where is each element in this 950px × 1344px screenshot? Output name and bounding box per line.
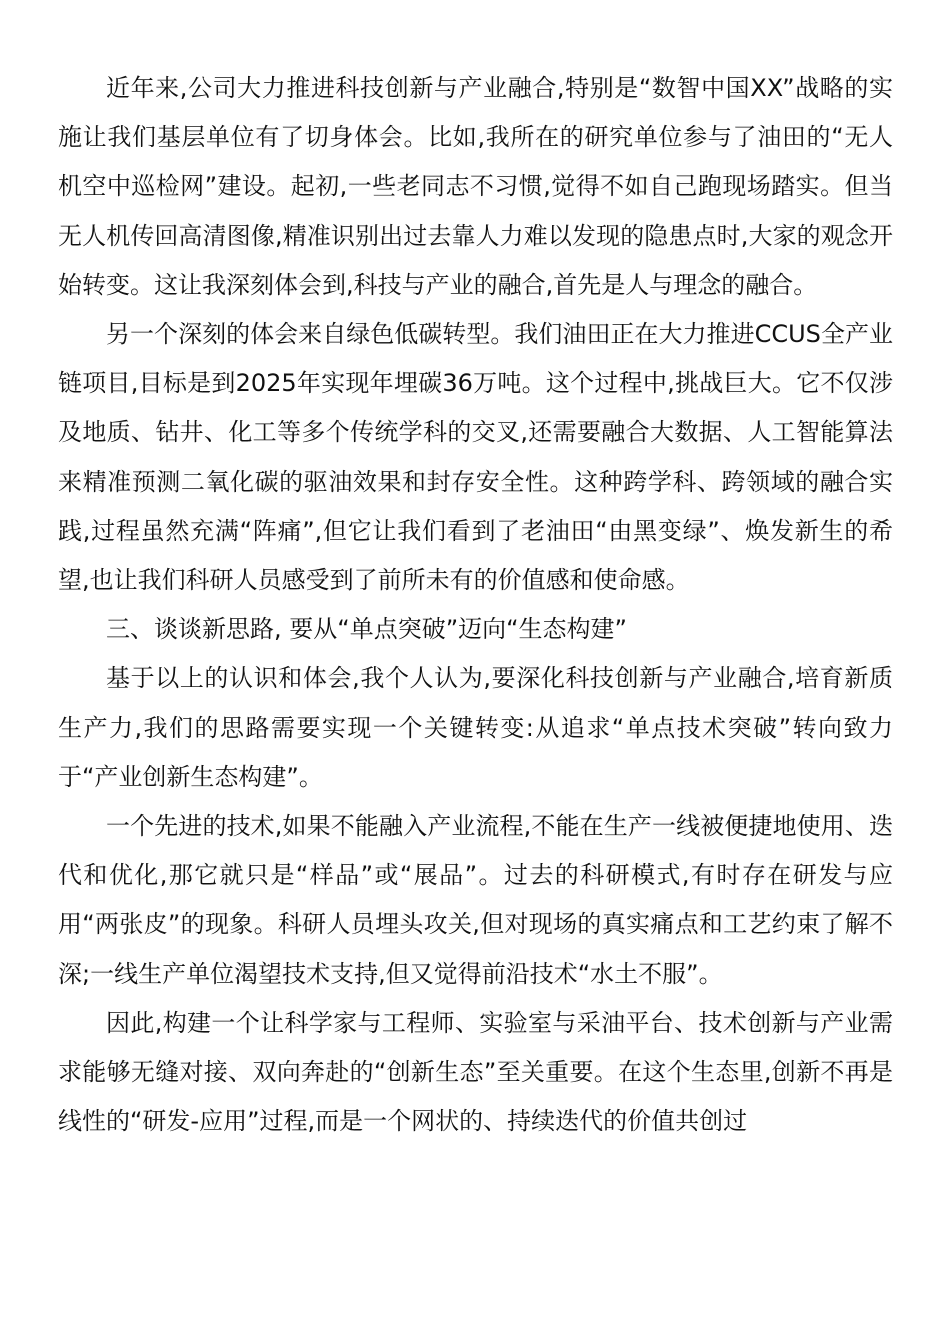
paragraph-advanced-technology: 一个先进的技术,如果不能融入产业流程,不能在生产一线被便捷地使用、迭代和优化,那它就只是“样品”或“展品”。过去的科研模式,有时存在研发与应用“两张皮”的现象。科研人员埋头攻关,但对现场的真实痛点和工艺约束了解不深;一线生产单位渴望技术支持,但又觉得前沿技术“水土不服”。: [58, 812, 893, 988]
document-body: [58, 64, 893, 1146]
paragraph-green-low-carbon: 另一个深刻的体会来自绿色低碳转型。我们油田正在大力推进CCUS全产业链项目,目标是到2025年实现年埋碳36万吨。这个过程中,挑战巨大。它不仅涉及地质、钻井、化工等多个传统学科的交叉,还需要融合大数据、人工智能算法来精准预测二氧化碳的驱油效果和封存安全性。这种跨学科、跨领域的融合实践,过程虽然充满“阵痛”,但它让我们看到了老油田“由黑变绿”、焕发新生的希望,也让我们科研人员感受到了前所未有的价值感和使命感。: [58, 320, 893, 595]
paragraph-key-transformation: 基于以上的认识和体会,我个人认为,要深化科技创新与产业融合,培育新质生产力,我们的思路需要实现一个关键转变:从追求“单点技术突破”转向致力于“产业创新生态构建”。: [58, 664, 893, 791]
section-heading-new-thinking: 三、谈谈新思路, 要从“单点突破”迈向“生态构建”: [106, 615, 627, 644]
paragraph-tech-integration-experience: 近年来,公司大力推进科技创新与产业融合,特别是“数智中国XX”战略的实施让我们基层单位有了切身体会。比如,我所在的研究单位参与了油田的“无人机空中巡检网”建设。起初,一些老同志不习惯,觉得不如自己跑现场踏实。但当无人机传回高清图像,精准识别出过去靠人力难以发现的隐患点时,大家的观念开始转变。这让我深刻体会到,科技与产业的融合,首先是人与理念的融合。: [58, 74, 893, 299]
paragraph-innovation-ecosystem: 因此,构建一个让科学家与工程师、实验室与采油平台、技术创新与产业需求能够无缝对接、双向奔赴的“创新生态”至关重要。在这个生态里,创新不再是线性的“研发-应用”过程,而是一个网状的、持续迭代的价值共创过: [58, 1008, 893, 1136]
